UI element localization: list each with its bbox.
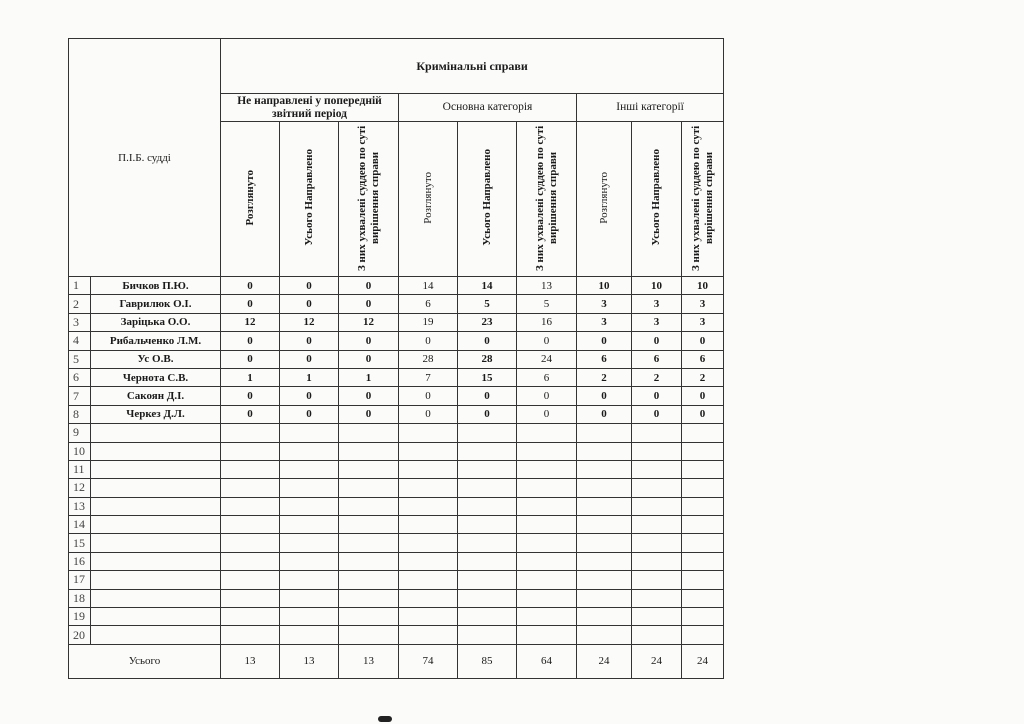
- cell-value: 24: [517, 350, 577, 368]
- cell-value: 0: [221, 405, 280, 423]
- cell-value: [280, 571, 339, 589]
- judge-name: [91, 534, 221, 552]
- subcolumn-label: З них ухвалені суддею по суті вирішення справи: [355, 124, 381, 271]
- judge-name: [91, 589, 221, 607]
- cell-value: 0: [682, 332, 724, 350]
- cell-value: [682, 608, 724, 626]
- total-label: Усього: [69, 644, 221, 678]
- cell-value: 0: [458, 332, 517, 350]
- row-number: 17: [69, 571, 91, 589]
- total-value: 24: [632, 644, 682, 678]
- cell-value: [221, 516, 280, 534]
- total-value: 13: [221, 644, 280, 678]
- cell-value: [280, 626, 339, 644]
- cell-value: [221, 589, 280, 607]
- table-row: [69, 313, 724, 331]
- cell-value: [517, 626, 577, 644]
- judge-name: [91, 460, 221, 478]
- cell-value: 0: [517, 405, 577, 423]
- table-row: [69, 442, 724, 460]
- cell-value: 10: [577, 277, 632, 295]
- judge-name: [91, 608, 221, 626]
- cell-value: [458, 608, 517, 626]
- row-number: 20: [69, 626, 91, 644]
- row-number: 4: [69, 332, 91, 350]
- cell-value: [280, 497, 339, 515]
- table-row: [69, 368, 724, 386]
- cell-value: 6: [632, 350, 682, 368]
- cell-value: [458, 497, 517, 515]
- cell-value: [577, 497, 632, 515]
- cell-value: 3: [577, 295, 632, 313]
- cell-value: 10: [682, 277, 724, 295]
- row-number: 19: [69, 608, 91, 626]
- row-number: 2: [69, 295, 91, 313]
- cell-value: [399, 571, 458, 589]
- table-row: [69, 626, 724, 644]
- cell-value: 1: [339, 368, 399, 386]
- cell-value: 15: [458, 368, 517, 386]
- cell-value: 12: [280, 313, 339, 331]
- cell-value: [577, 534, 632, 552]
- cell-value: [339, 589, 399, 607]
- cell-value: [339, 552, 399, 570]
- cell-value: [632, 589, 682, 607]
- cell-value: [339, 608, 399, 626]
- cell-value: 6: [577, 350, 632, 368]
- row-number: 13: [69, 497, 91, 515]
- judge-name: Черкез Д.Л.: [91, 405, 221, 423]
- table-row: [69, 424, 724, 442]
- cell-value: 0: [517, 332, 577, 350]
- cell-value: [280, 534, 339, 552]
- total-value: 13: [339, 644, 399, 678]
- cell-value: [632, 552, 682, 570]
- cell-value: 23: [458, 313, 517, 331]
- table-row: [69, 277, 724, 295]
- cell-value: [632, 571, 682, 589]
- cell-value: [632, 460, 682, 478]
- cell-value: [339, 460, 399, 478]
- cell-value: 0: [399, 405, 458, 423]
- row-number: 14: [69, 516, 91, 534]
- total-value: 24: [577, 644, 632, 678]
- table-row: [69, 332, 724, 350]
- judge-name: Бичков П.Ю.: [91, 277, 221, 295]
- cell-value: [399, 424, 458, 442]
- cell-value: [458, 626, 517, 644]
- row-number: 7: [69, 387, 91, 405]
- cell-value: [632, 442, 682, 460]
- cell-value: [632, 424, 682, 442]
- judge-name: [91, 497, 221, 515]
- cell-value: [399, 460, 458, 478]
- table-row: [69, 350, 724, 368]
- judge-name: Сакоян Д.І.: [91, 387, 221, 405]
- cell-value: 3: [682, 295, 724, 313]
- cell-value: 6: [399, 295, 458, 313]
- table-row: [69, 295, 724, 313]
- cell-value: [399, 479, 458, 497]
- total-value: 64: [517, 644, 577, 678]
- cell-value: [339, 479, 399, 497]
- cell-value: [458, 571, 517, 589]
- cell-value: 0: [632, 332, 682, 350]
- cell-value: [280, 460, 339, 478]
- cell-value: [458, 552, 517, 570]
- row-number: 9: [69, 424, 91, 442]
- cell-value: 13: [517, 277, 577, 295]
- cell-value: [517, 608, 577, 626]
- cell-value: 0: [577, 387, 632, 405]
- cell-value: [399, 497, 458, 515]
- cell-value: [682, 516, 724, 534]
- cell-value: 12: [339, 313, 399, 331]
- subcolumn-header: [280, 122, 339, 277]
- cell-value: [517, 460, 577, 478]
- cell-value: 0: [682, 387, 724, 405]
- cell-value: 3: [577, 313, 632, 331]
- cell-value: [339, 571, 399, 589]
- cell-value: [517, 571, 577, 589]
- subcolumn-label: Усього Направлено: [650, 149, 662, 246]
- cell-value: 0: [632, 405, 682, 423]
- cell-value: 0: [458, 387, 517, 405]
- cell-value: [221, 571, 280, 589]
- cell-value: [577, 608, 632, 626]
- cell-value: [399, 516, 458, 534]
- cell-value: 14: [399, 277, 458, 295]
- cell-value: [458, 516, 517, 534]
- table-row: [69, 571, 724, 589]
- row-number: 16: [69, 552, 91, 570]
- row-number: 8: [69, 405, 91, 423]
- cell-value: [517, 534, 577, 552]
- total-value: 74: [399, 644, 458, 678]
- cell-value: 7: [399, 368, 458, 386]
- cell-value: [577, 589, 632, 607]
- group-header: Інші категорії: [577, 94, 724, 122]
- total-value: 24: [682, 644, 724, 678]
- cell-value: [577, 516, 632, 534]
- judge-name: [91, 571, 221, 589]
- cell-value: [339, 424, 399, 442]
- cell-value: [458, 424, 517, 442]
- table-row: [69, 479, 724, 497]
- cell-value: [577, 479, 632, 497]
- table-row: [69, 516, 724, 534]
- criminal-cases-table: [68, 38, 724, 679]
- cell-value: [280, 552, 339, 570]
- judge-name: Гаврилюк О.І.: [91, 295, 221, 313]
- cell-value: [632, 479, 682, 497]
- judge-name: Ус О.В.: [91, 350, 221, 368]
- cell-value: [399, 442, 458, 460]
- row-number: 15: [69, 534, 91, 552]
- cell-value: 2: [632, 368, 682, 386]
- cell-value: [682, 571, 724, 589]
- cell-value: [221, 442, 280, 460]
- cell-value: [577, 626, 632, 644]
- cell-value: 0: [221, 277, 280, 295]
- cell-value: [280, 608, 339, 626]
- cell-value: 0: [577, 332, 632, 350]
- table-row: [69, 534, 724, 552]
- cell-value: [221, 608, 280, 626]
- cell-value: 0: [339, 332, 399, 350]
- cell-value: [221, 424, 280, 442]
- table-row: [69, 608, 724, 626]
- cell-value: [339, 626, 399, 644]
- cell-value: 0: [280, 295, 339, 313]
- subcolumn-label: Розглянуто: [597, 171, 610, 224]
- cell-value: [682, 479, 724, 497]
- total-value: 13: [280, 644, 339, 678]
- cell-value: 5: [517, 295, 577, 313]
- cell-value: [577, 424, 632, 442]
- judge-name: Рибальченко Л.М.: [91, 332, 221, 350]
- cell-value: [517, 424, 577, 442]
- cell-value: 0: [280, 405, 339, 423]
- cell-value: 0: [399, 387, 458, 405]
- cell-value: [632, 608, 682, 626]
- cell-value: [632, 626, 682, 644]
- cell-value: [682, 552, 724, 570]
- cell-value: 0: [682, 405, 724, 423]
- cell-value: [458, 442, 517, 460]
- scan-smudge: [378, 716, 392, 722]
- judge-name: [91, 552, 221, 570]
- cell-value: 5: [458, 295, 517, 313]
- group-header: Не направлені у попередній звітний період: [221, 94, 399, 122]
- cell-value: 16: [517, 313, 577, 331]
- cell-value: [682, 534, 724, 552]
- row-number: 18: [69, 589, 91, 607]
- row-number: 12: [69, 479, 91, 497]
- cell-value: [399, 552, 458, 570]
- cell-value: [458, 589, 517, 607]
- cell-value: 28: [458, 350, 517, 368]
- cell-value: 0: [221, 350, 280, 368]
- table-row: [69, 552, 724, 570]
- judge-name: [91, 424, 221, 442]
- subcolumn-header: [632, 122, 682, 277]
- total-value: 85: [458, 644, 517, 678]
- subcolumn-header: [221, 122, 280, 277]
- cell-value: [577, 442, 632, 460]
- cell-value: 0: [339, 295, 399, 313]
- cell-value: 0: [280, 350, 339, 368]
- cell-value: 2: [682, 368, 724, 386]
- cell-value: [577, 460, 632, 478]
- row-number: 6: [69, 368, 91, 386]
- cell-value: [280, 589, 339, 607]
- subcolumn-header: [339, 122, 399, 277]
- cell-value: 28: [399, 350, 458, 368]
- cell-value: [221, 626, 280, 644]
- subcolumn-label: Усього Направлено: [302, 149, 315, 246]
- cell-value: 12: [221, 313, 280, 331]
- cell-value: [221, 479, 280, 497]
- cell-value: [458, 460, 517, 478]
- cell-value: [577, 571, 632, 589]
- cell-value: [682, 589, 724, 607]
- cell-value: [682, 460, 724, 478]
- judge-name: [91, 442, 221, 460]
- cell-value: 10: [632, 277, 682, 295]
- cell-value: [280, 479, 339, 497]
- cell-value: [517, 442, 577, 460]
- subcolumn-header: [517, 122, 577, 277]
- cell-value: [517, 479, 577, 497]
- table-row: [69, 497, 724, 515]
- subcolumn-label: З них ухвалені суддею по суті вирішення справи: [533, 124, 559, 271]
- cell-value: [280, 424, 339, 442]
- table-row: [69, 405, 724, 423]
- row-number: 11: [69, 460, 91, 478]
- cell-value: [339, 534, 399, 552]
- cell-value: [339, 516, 399, 534]
- cell-value: 14: [458, 277, 517, 295]
- cell-value: [399, 534, 458, 552]
- cell-value: [682, 626, 724, 644]
- judge-name: Заріцька О.О.: [91, 313, 221, 331]
- cell-value: [458, 534, 517, 552]
- judge-name-header: П.І.Б. судді: [69, 39, 221, 277]
- cell-value: [221, 534, 280, 552]
- row-number: 3: [69, 313, 91, 331]
- cell-value: 0: [339, 387, 399, 405]
- cell-value: [280, 516, 339, 534]
- subcolumn-header: [682, 122, 724, 277]
- judge-name: [91, 626, 221, 644]
- cell-value: [339, 497, 399, 515]
- cell-value: 0: [399, 332, 458, 350]
- cell-value: 1: [221, 368, 280, 386]
- cell-value: 0: [280, 277, 339, 295]
- cell-value: [399, 626, 458, 644]
- subcolumn-label: Розглянуто: [243, 169, 256, 226]
- table-title: Кримінальні справи: [221, 39, 724, 94]
- judge-name: [91, 516, 221, 534]
- cell-value: 0: [221, 332, 280, 350]
- table-row: [69, 460, 724, 478]
- table-row: [69, 589, 724, 607]
- cell-value: [517, 516, 577, 534]
- cell-value: [632, 497, 682, 515]
- cell-value: 0: [339, 350, 399, 368]
- cell-value: [339, 442, 399, 460]
- cell-value: 0: [339, 405, 399, 423]
- cell-value: 19: [399, 313, 458, 331]
- cell-value: 0: [458, 405, 517, 423]
- table-row: [69, 387, 724, 405]
- cell-value: [682, 424, 724, 442]
- cell-value: 0: [280, 387, 339, 405]
- cell-value: [458, 479, 517, 497]
- judge-name: Чернота С.В.: [91, 368, 221, 386]
- cell-value: 3: [632, 295, 682, 313]
- subcolumn-label: Розглянуто: [421, 171, 434, 224]
- total-row: [69, 644, 724, 678]
- subcolumn-label: Усього Направлено: [480, 149, 493, 246]
- cell-value: [632, 534, 682, 552]
- cell-value: 0: [280, 332, 339, 350]
- cell-value: 3: [682, 313, 724, 331]
- cell-value: [517, 552, 577, 570]
- row-number: 5: [69, 350, 91, 368]
- subcolumn-header: [458, 122, 517, 277]
- cell-value: 0: [221, 387, 280, 405]
- judge-name: [91, 479, 221, 497]
- row-number: 1: [69, 277, 91, 295]
- cell-value: 3: [632, 313, 682, 331]
- cell-value: 6: [682, 350, 724, 368]
- cell-value: [682, 442, 724, 460]
- cell-value: 0: [577, 405, 632, 423]
- cell-value: [221, 497, 280, 515]
- cell-value: [399, 589, 458, 607]
- cell-value: [577, 552, 632, 570]
- cell-value: [221, 552, 280, 570]
- cell-value: 0: [632, 387, 682, 405]
- subcolumn-label: З них ухвалені суддею по суті вирішення справи: [689, 124, 715, 271]
- cell-value: 0: [221, 295, 280, 313]
- cell-value: [632, 516, 682, 534]
- cell-value: [221, 460, 280, 478]
- cell-value: [517, 497, 577, 515]
- row-number: 10: [69, 442, 91, 460]
- cell-value: [399, 608, 458, 626]
- cell-value: [682, 497, 724, 515]
- cell-value: 6: [517, 368, 577, 386]
- cell-value: 0: [339, 277, 399, 295]
- subcolumn-header: [577, 122, 632, 277]
- cell-value: 1: [280, 368, 339, 386]
- cell-value: [280, 442, 339, 460]
- cell-value: [517, 589, 577, 607]
- group-header: Основна категорія: [399, 94, 577, 122]
- subcolumn-header: [399, 122, 458, 277]
- cell-value: 2: [577, 368, 632, 386]
- cell-value: 0: [517, 387, 577, 405]
